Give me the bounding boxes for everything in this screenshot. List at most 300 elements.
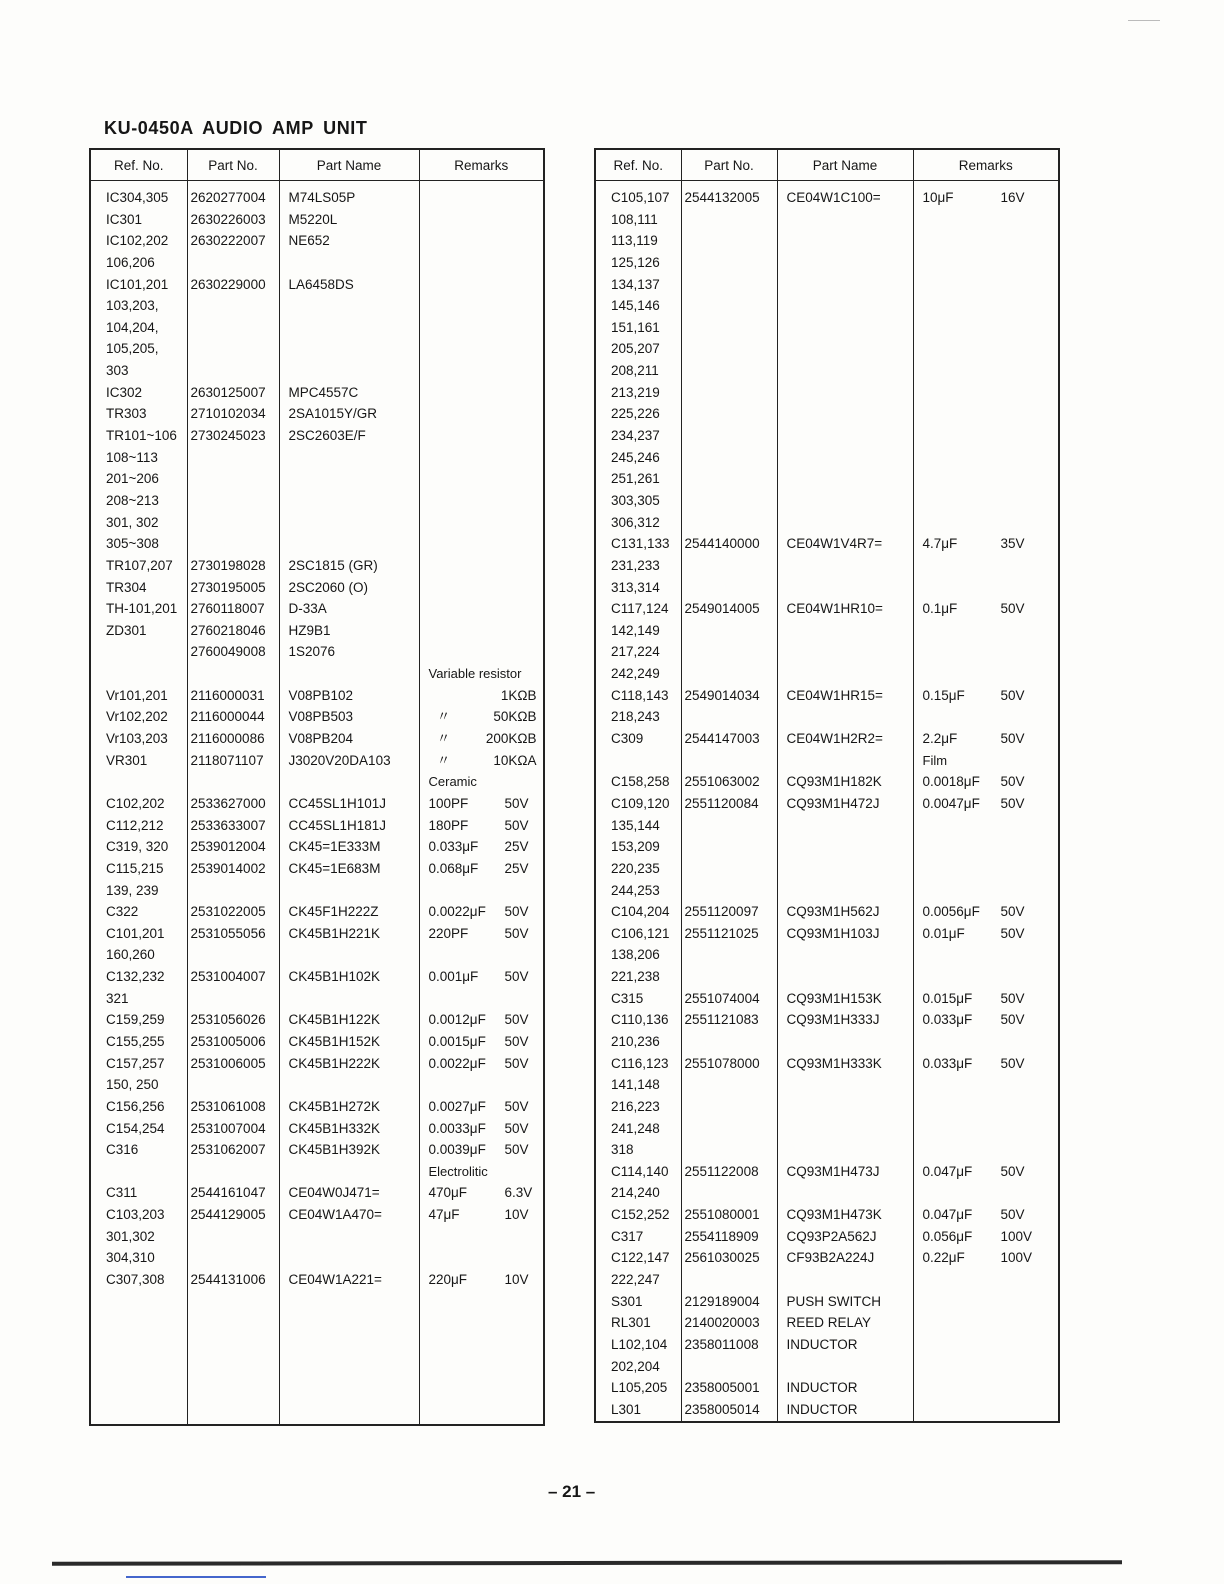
part-name: CE04W1H2R2= bbox=[786, 731, 883, 747]
part-name bbox=[787, 512, 913, 534]
part-name: V08PB204 bbox=[288, 731, 354, 747]
part-name: CK45=1E333M bbox=[288, 839, 381, 855]
ref-no: C156,256 bbox=[106, 1098, 165, 1114]
remarks-line bbox=[923, 836, 1059, 858]
part-no: 2140020003 bbox=[684, 1315, 760, 1331]
voltage-rating: 50V bbox=[504, 1120, 529, 1136]
remarks-line bbox=[429, 317, 544, 339]
remarks-line bbox=[923, 360, 1059, 382]
part-no bbox=[191, 1074, 279, 1096]
remarks-line bbox=[923, 706, 1059, 728]
ref-no: C101,201 bbox=[106, 925, 165, 941]
part-name bbox=[787, 425, 913, 447]
part-name: CK45B1H332K bbox=[288, 1120, 381, 1136]
part-name: MPC4557C bbox=[288, 384, 359, 400]
part-no bbox=[191, 663, 279, 685]
remarks-line bbox=[429, 641, 544, 663]
remarks-line bbox=[923, 1074, 1059, 1096]
header-part-no: Part No. bbox=[187, 149, 279, 181]
capacitance-value: 180PF bbox=[428, 817, 469, 833]
part-name bbox=[289, 880, 419, 902]
part-no bbox=[685, 1269, 777, 1291]
part-name: CQ93M1H333K bbox=[786, 1055, 882, 1071]
capacitance-value: 470μF bbox=[428, 1185, 468, 1201]
ref-no: 306,312 bbox=[611, 514, 660, 530]
remarks-line bbox=[429, 447, 544, 469]
remarks-line bbox=[923, 1009, 1059, 1031]
remarks-line bbox=[923, 1334, 1059, 1356]
remarks-line bbox=[923, 577, 1059, 599]
part-name: CK45B1H272K bbox=[288, 1098, 381, 1114]
part-name bbox=[787, 815, 913, 837]
ref-no: C106,121 bbox=[611, 925, 670, 941]
part-name: M5220L bbox=[288, 211, 338, 227]
part-no bbox=[685, 944, 777, 966]
part-no bbox=[685, 858, 777, 880]
ref-no: 108~113 bbox=[106, 449, 158, 465]
link-underline bbox=[126, 1576, 266, 1578]
remarks-line bbox=[429, 1074, 544, 1096]
capacitance-value: 0.047μF bbox=[922, 1163, 973, 1179]
remarks-line bbox=[923, 533, 1059, 555]
ditto-mark: 〃 bbox=[436, 731, 451, 747]
ref-no: 106,206 bbox=[106, 254, 155, 270]
part-no bbox=[685, 620, 777, 642]
ref-no: C105,107 bbox=[611, 190, 670, 205]
remarks-line bbox=[429, 858, 544, 880]
ref-no: 160,260 bbox=[106, 947, 155, 963]
part-no: 2533633007 bbox=[190, 817, 266, 833]
part-name: 2SC2603E/F bbox=[288, 428, 366, 444]
remarks-line bbox=[923, 1269, 1059, 1291]
remarks-line bbox=[429, 360, 544, 382]
part-no bbox=[685, 1074, 777, 1096]
ref-no: 301, 302 bbox=[106, 514, 159, 530]
part-name bbox=[787, 944, 913, 966]
remarks-line bbox=[429, 403, 544, 425]
ref-no: TR101~106 bbox=[106, 428, 177, 444]
ref-no bbox=[611, 750, 681, 772]
voltage-rating: 10V bbox=[504, 1207, 529, 1223]
part-name: PUSH SWITCH bbox=[786, 1293, 881, 1309]
bottom-rule bbox=[52, 1560, 1122, 1565]
remarks-line bbox=[429, 1161, 544, 1183]
part-no: 2551121083 bbox=[684, 1012, 759, 1028]
part-no: 2730198028 bbox=[190, 557, 266, 573]
ref-no: C152,252 bbox=[611, 1207, 670, 1223]
table-header-row bbox=[90, 149, 544, 181]
remarks-line bbox=[923, 512, 1059, 534]
part-no bbox=[685, 1356, 777, 1378]
voltage-rating: 50V bbox=[504, 1012, 529, 1028]
part-no bbox=[685, 577, 777, 599]
ref-no: 141,148 bbox=[611, 1077, 660, 1093]
scan-corner-mark bbox=[1128, 20, 1160, 21]
part-name bbox=[289, 988, 419, 1010]
part-no: 2730245023 bbox=[190, 428, 266, 444]
remarks-line bbox=[429, 750, 544, 772]
ref-no: 135,144 bbox=[611, 817, 660, 833]
part-no bbox=[685, 425, 777, 447]
resistance-value: 50KΩB bbox=[493, 709, 537, 725]
part-no bbox=[191, 880, 279, 902]
remarks-line bbox=[923, 447, 1059, 469]
remarks-line bbox=[923, 815, 1059, 837]
page-number: – 21 – bbox=[548, 1482, 596, 1501]
part-no bbox=[685, 641, 777, 663]
ref-no: 304,310 bbox=[106, 1250, 155, 1266]
part-no: 2554118909 bbox=[684, 1228, 759, 1244]
remarks-line bbox=[429, 209, 544, 231]
ref-no: IC102,202 bbox=[106, 233, 169, 249]
voltage-rating: 25V bbox=[504, 860, 529, 876]
right-parts-table bbox=[594, 148, 1060, 1423]
part-no: 2531006005 bbox=[190, 1055, 266, 1071]
part-name bbox=[787, 577, 913, 599]
ditto-mark: 〃 bbox=[436, 752, 451, 768]
remarks-category: Electrolitic bbox=[428, 1163, 488, 1179]
part-name bbox=[289, 252, 419, 274]
remarks-line bbox=[429, 1182, 544, 1204]
part-name bbox=[787, 252, 913, 274]
remarks-line bbox=[429, 1139, 544, 1161]
ref-no: 208~213 bbox=[106, 492, 159, 508]
part-name bbox=[787, 1074, 913, 1096]
ref-no: Vr102,202 bbox=[106, 709, 168, 725]
part-no: 2358005014 bbox=[684, 1401, 760, 1417]
remarks-line bbox=[429, 923, 544, 945]
remarks-line bbox=[923, 1247, 1059, 1269]
part-name bbox=[787, 295, 913, 317]
ref-no: 153,209 bbox=[611, 839, 660, 855]
remarks-line bbox=[923, 663, 1059, 685]
capacitance-value: 0.0015μF bbox=[428, 1033, 486, 1049]
part-no: 2551120097 bbox=[684, 904, 759, 920]
remarks-line bbox=[429, 1031, 544, 1053]
part-no bbox=[685, 230, 777, 252]
part-no: 2533627000 bbox=[190, 795, 266, 811]
remarks-line bbox=[429, 1269, 544, 1291]
voltage-rating: 50V bbox=[1000, 1012, 1025, 1028]
right-ref-column bbox=[595, 181, 681, 1422]
part-no bbox=[191, 944, 279, 966]
part-no bbox=[685, 382, 777, 404]
ref-no: L301 bbox=[611, 1401, 642, 1417]
capacitance-value: 0.22μF bbox=[922, 1250, 965, 1266]
part-no: 2129189004 bbox=[684, 1293, 760, 1309]
remarks-line bbox=[923, 1399, 1059, 1421]
remarks-line bbox=[429, 490, 544, 512]
ref-no: 210,236 bbox=[611, 1033, 660, 1049]
voltage-rating: 50V bbox=[1000, 1055, 1025, 1071]
part-no: 2531004007 bbox=[190, 969, 266, 985]
ref-no: C118,143 bbox=[611, 687, 669, 703]
part-no bbox=[191, 512, 279, 534]
capacitance-value: 10μF bbox=[922, 190, 954, 205]
ref-no: 220,235 bbox=[611, 860, 660, 876]
part-no bbox=[685, 252, 777, 274]
part-name: CQ93M1H473J bbox=[786, 1163, 880, 1179]
ref-no: 251,261 bbox=[611, 471, 660, 487]
ref-no: TR107,207 bbox=[106, 557, 173, 573]
ref-no: 303,305 bbox=[611, 492, 660, 508]
ref-no: Vr103,203 bbox=[106, 731, 168, 747]
part-name bbox=[787, 663, 913, 685]
remarks-line bbox=[429, 187, 544, 209]
part-no: 2551120084 bbox=[684, 795, 759, 811]
ref-no: C315 bbox=[611, 990, 644, 1006]
part-no: 2630222007 bbox=[190, 233, 266, 249]
part-no: 2730195005 bbox=[190, 579, 266, 595]
part-name: REED RELAY bbox=[786, 1315, 872, 1331]
remarks-line bbox=[429, 252, 544, 274]
part-name bbox=[289, 771, 419, 793]
header-ref-no: Ref. No. bbox=[90, 149, 187, 181]
remarks-line bbox=[429, 533, 544, 555]
remarks-line bbox=[923, 295, 1059, 317]
remarks-line bbox=[429, 468, 544, 490]
remarks-line bbox=[923, 620, 1059, 642]
part-no bbox=[685, 880, 777, 902]
ref-no: L102,104 bbox=[611, 1336, 668, 1352]
part-name bbox=[289, 360, 419, 382]
capacitance-value: 0.0018μF bbox=[922, 774, 980, 790]
capacitance-value: 2.2μF bbox=[922, 731, 958, 747]
part-no bbox=[191, 771, 279, 793]
part-no: 2544161047 bbox=[190, 1185, 266, 1201]
ref-no: 108,111 bbox=[611, 211, 658, 227]
part-no: 2544131006 bbox=[190, 1272, 266, 1288]
ref-no: 151,161 bbox=[611, 319, 660, 335]
remarks-line bbox=[923, 338, 1059, 360]
part-name: INDUCTOR bbox=[786, 1336, 858, 1352]
ref-no: 201~206 bbox=[106, 471, 159, 487]
remarks-line bbox=[429, 836, 544, 858]
ref-no: 225,226 bbox=[611, 406, 660, 422]
ref-no: 305~308 bbox=[106, 536, 159, 552]
part-no: 2544140000 bbox=[684, 536, 760, 552]
capacitance-value: 0.033μF bbox=[922, 1012, 973, 1028]
ref-no: 145,146 bbox=[611, 298, 660, 314]
part-no: 2531022005 bbox=[190, 904, 266, 920]
header-part-no: Part No. bbox=[681, 149, 777, 181]
part-no: 2549014034 bbox=[684, 687, 760, 703]
part-name: CK45=1E683M bbox=[288, 860, 381, 876]
remarks-line bbox=[923, 403, 1059, 425]
part-name: CE04W1HR15= bbox=[786, 687, 883, 703]
ref-no: IC301 bbox=[106, 211, 143, 227]
capacitance-value: 0.01μF bbox=[922, 925, 965, 941]
capacitance-value: 0.033μF bbox=[428, 839, 479, 855]
ref-no bbox=[106, 641, 187, 663]
remarks-line bbox=[429, 555, 544, 577]
capacitance-value: 4.7μF bbox=[922, 536, 958, 552]
table-body-row bbox=[595, 181, 1059, 1422]
remarks-line bbox=[923, 880, 1059, 902]
remarks-line bbox=[923, 1096, 1059, 1118]
voltage-rating: 50V bbox=[1000, 774, 1025, 790]
part-name bbox=[787, 317, 913, 339]
ref-no: IC101,201 bbox=[106, 276, 169, 292]
part-no bbox=[685, 1118, 777, 1140]
part-name bbox=[787, 1118, 913, 1140]
ref-no: 125,126 bbox=[611, 254, 660, 270]
voltage-rating: 6.3V bbox=[504, 1185, 533, 1201]
capacitance-value: 220μF bbox=[428, 1272, 468, 1288]
remarks-line bbox=[923, 858, 1059, 880]
voltage-rating: 50V bbox=[504, 904, 529, 920]
part-no bbox=[191, 490, 279, 512]
part-no: 2539012004 bbox=[190, 839, 266, 855]
remarks-line bbox=[429, 512, 544, 534]
ref-no: 221,238 bbox=[611, 969, 660, 985]
ref-no: C155,255 bbox=[106, 1033, 165, 1049]
ref-no: C116,123 bbox=[611, 1055, 669, 1071]
part-no: 2620277004 bbox=[190, 190, 266, 205]
part-name bbox=[787, 382, 913, 404]
ref-no bbox=[106, 771, 187, 793]
remarks-line bbox=[923, 317, 1059, 339]
part-no: 2358005001 bbox=[684, 1380, 760, 1396]
ref-no: 214,240 bbox=[611, 1185, 660, 1201]
part-no bbox=[685, 317, 777, 339]
part-no: 2531061008 bbox=[190, 1098, 266, 1114]
remarks-line bbox=[923, 252, 1059, 274]
ref-no: C132,232 bbox=[106, 969, 165, 985]
part-no: 2358011008 bbox=[684, 1336, 759, 1352]
remarks-line bbox=[429, 685, 544, 707]
ref-no: 139, 239 bbox=[106, 882, 159, 898]
left-parts-table bbox=[89, 148, 545, 1426]
ref-no: C317 bbox=[611, 1228, 644, 1244]
ref-no: C104,204 bbox=[611, 904, 670, 920]
part-no: 2116000031 bbox=[190, 687, 265, 703]
part-name: 2SC1815 (GR) bbox=[288, 557, 378, 573]
ref-no: S301 bbox=[611, 1293, 643, 1309]
part-name: M74LS05P bbox=[288, 190, 356, 205]
part-name: 2SC2060 (O) bbox=[288, 579, 369, 595]
ref-no: 142,149 bbox=[611, 622, 660, 638]
part-name: CQ93M1H562J bbox=[786, 904, 880, 920]
part-no bbox=[191, 295, 279, 317]
remarks-line bbox=[923, 901, 1059, 923]
ref-no: C117,124 bbox=[611, 601, 669, 617]
part-name: CQ93M1H473K bbox=[786, 1207, 882, 1223]
part-name bbox=[289, 533, 419, 555]
part-name bbox=[787, 1096, 913, 1118]
part-name: 1S2076 bbox=[288, 644, 336, 660]
part-no bbox=[191, 252, 279, 274]
part-no bbox=[191, 1247, 279, 1269]
part-no bbox=[685, 663, 777, 685]
remarks-line bbox=[923, 209, 1059, 231]
part-no: 2539014002 bbox=[190, 860, 266, 876]
part-name bbox=[787, 274, 913, 296]
resistance-value: 10KΩA bbox=[493, 752, 537, 768]
part-no: 2531007004 bbox=[190, 1120, 266, 1136]
remarks-line bbox=[429, 1096, 544, 1118]
remarks-line bbox=[429, 988, 544, 1010]
part-name bbox=[289, 1247, 419, 1269]
capacitance-value: 0.0027μF bbox=[428, 1098, 486, 1114]
part-name bbox=[787, 490, 913, 512]
part-name: CE04W1C100= bbox=[786, 190, 881, 205]
part-name: CK45B1H152K bbox=[288, 1033, 381, 1049]
part-no bbox=[685, 468, 777, 490]
ref-no: L105,205 bbox=[611, 1380, 668, 1396]
capacitance-value: 0.068μF bbox=[428, 860, 479, 876]
resistance-value: 200KΩB bbox=[485, 731, 537, 747]
part-no bbox=[191, 468, 279, 490]
ref-no: C109,120 bbox=[611, 795, 670, 811]
voltage-rating: 50V bbox=[504, 1098, 529, 1114]
ref-no: 231,233 bbox=[611, 557, 660, 573]
part-no bbox=[685, 295, 777, 317]
part-no: 2531055056 bbox=[190, 925, 266, 941]
part-name bbox=[787, 1182, 913, 1204]
part-name: CE04W1A470= bbox=[288, 1207, 382, 1223]
part-no: 2116000086 bbox=[190, 731, 265, 747]
table-header-row bbox=[595, 149, 1059, 181]
ref-no: 138,206 bbox=[611, 947, 660, 963]
part-no bbox=[685, 512, 777, 534]
voltage-rating: 50V bbox=[504, 925, 529, 941]
part-name bbox=[787, 836, 913, 858]
remarks-line bbox=[923, 1226, 1059, 1248]
capacitance-value: 0.0012μF bbox=[428, 1012, 486, 1028]
ref-no: 104,204, bbox=[106, 319, 159, 335]
part-no: 2760218046 bbox=[190, 622, 266, 638]
part-no: 2531005006 bbox=[190, 1033, 266, 1049]
part-no: 2531062007 bbox=[190, 1142, 266, 1158]
part-no bbox=[685, 447, 777, 469]
part-no bbox=[191, 1226, 279, 1248]
remarks-line bbox=[429, 793, 544, 815]
remarks-line bbox=[923, 274, 1059, 296]
ref-no: 301,302 bbox=[106, 1228, 155, 1244]
part-no bbox=[191, 317, 279, 339]
ref-no: 218,243 bbox=[611, 709, 660, 725]
voltage-rating: 35V bbox=[1000, 536, 1025, 552]
ref-no: 241,248 bbox=[611, 1120, 660, 1136]
remarks-line bbox=[429, 1247, 544, 1269]
part-name bbox=[289, 490, 419, 512]
remarks-line bbox=[429, 620, 544, 642]
part-no: 2531056026 bbox=[190, 1012, 266, 1028]
ref-no: TR304 bbox=[106, 579, 147, 595]
remarks-line bbox=[923, 555, 1059, 577]
part-no bbox=[685, 490, 777, 512]
remarks-line bbox=[923, 187, 1059, 209]
capacitance-value: 100PF bbox=[428, 795, 469, 811]
remarks-line bbox=[923, 490, 1059, 512]
ref-no: RL301 bbox=[611, 1315, 651, 1331]
part-name: CC45SL1H101J bbox=[288, 795, 387, 811]
left-part-no-column bbox=[187, 181, 279, 1426]
left-part-name-column bbox=[279, 181, 419, 1426]
part-name bbox=[787, 468, 913, 490]
remarks-line bbox=[923, 1204, 1059, 1226]
ref-no: C154,254 bbox=[106, 1120, 165, 1136]
part-name: D-33A bbox=[288, 601, 327, 617]
ref-no: C122,147 bbox=[611, 1250, 670, 1266]
part-name bbox=[289, 468, 419, 490]
part-name: INDUCTOR bbox=[786, 1401, 858, 1417]
part-no: 2551080001 bbox=[684, 1207, 760, 1223]
part-name bbox=[787, 1031, 913, 1053]
part-name: CQ93M1H472J bbox=[786, 795, 880, 811]
page-title: KU-0450A AUDIO AMP UNIT bbox=[104, 118, 368, 138]
